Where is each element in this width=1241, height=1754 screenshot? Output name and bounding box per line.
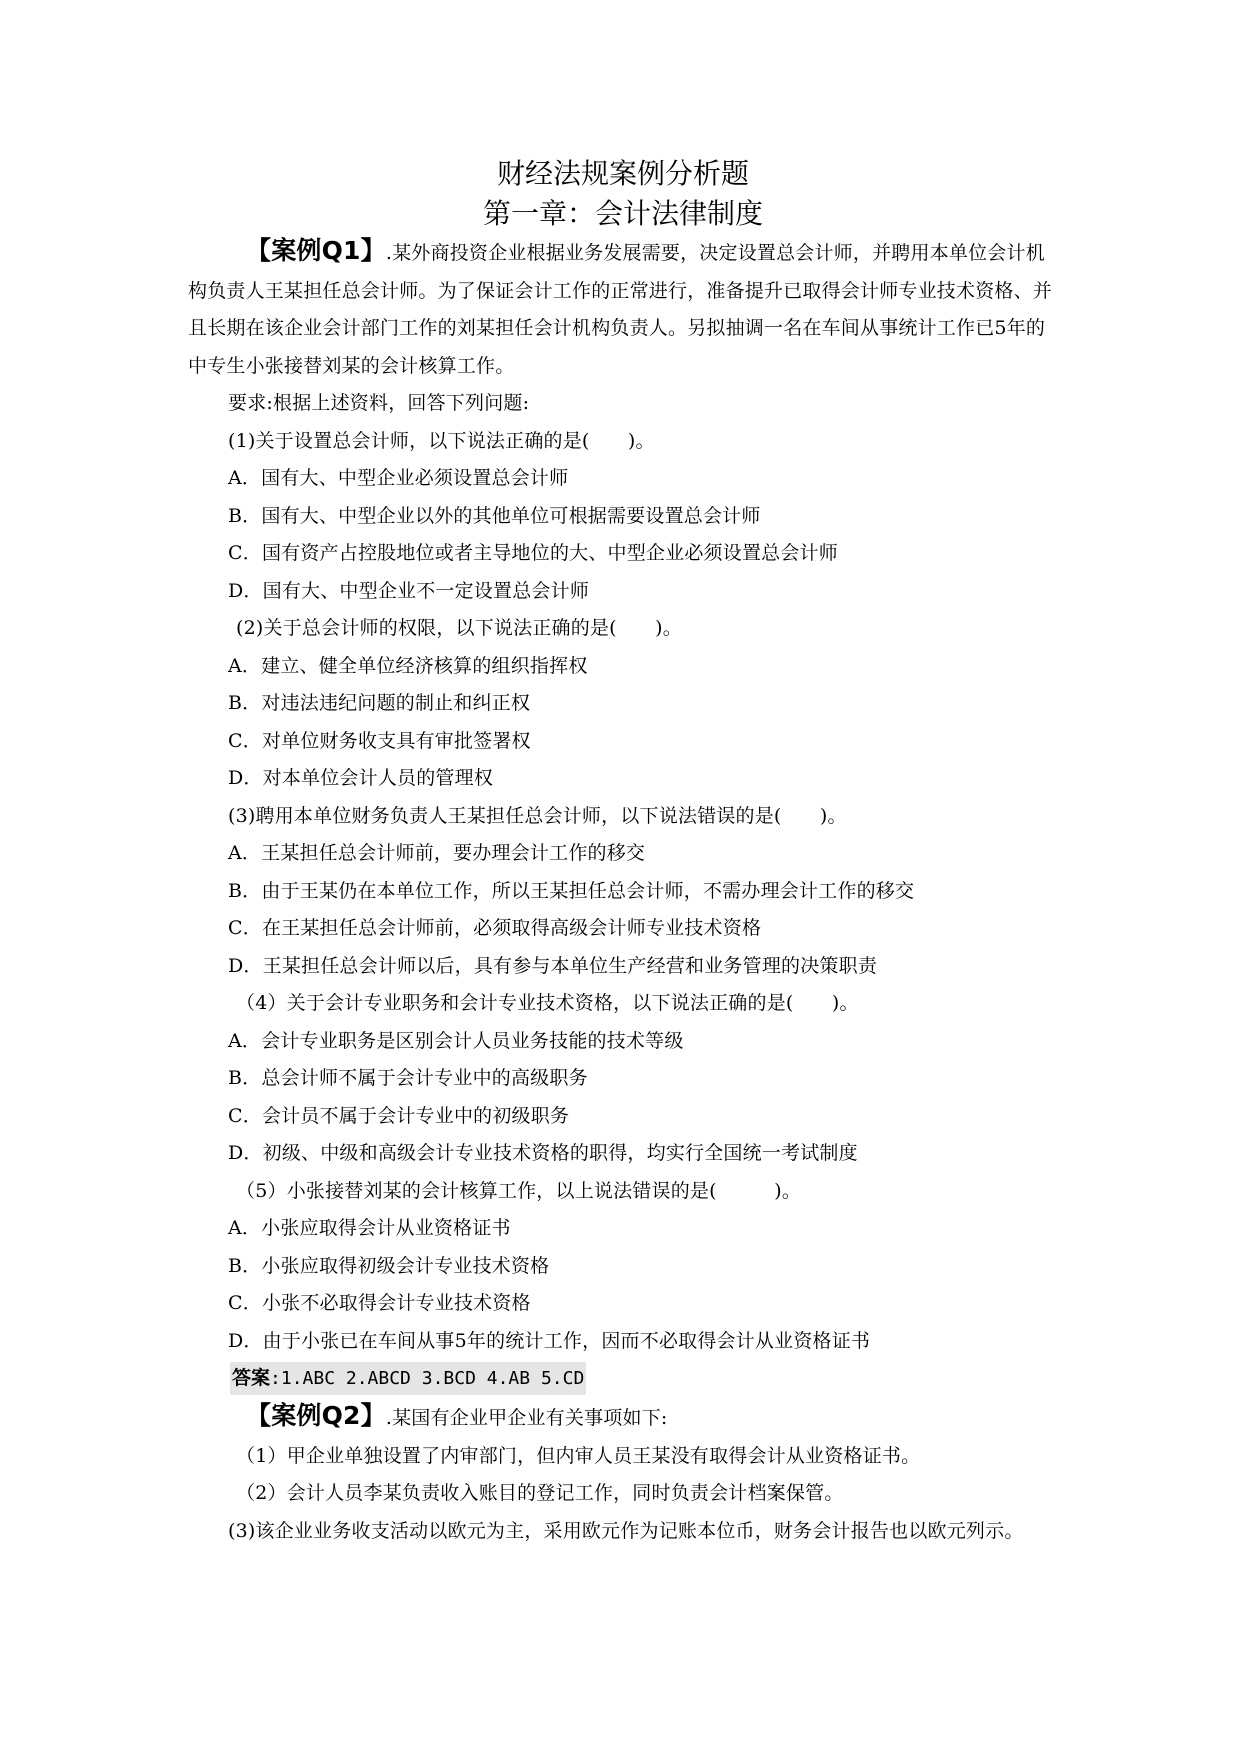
question-1-stem: (1)关于设置总会计师，以下说法正确的是( )。 — [228, 429, 655, 452]
case1-intro-paragraph — [188, 232, 1058, 385]
question-1-option-c: C．国有资产占控股地位或者主导地位的大、中型企业必须设置总会计师 — [228, 542, 838, 564]
question-4-option-c: C．会计员不属于会计专业中的初级职务 — [228, 1104, 570, 1127]
question-2-option-a: A．建立、健全单位经济核算的组织指挥权 — [228, 654, 588, 677]
document-page — [188, 150, 1058, 1550]
document-title: 财经法规案例分析题 — [496, 157, 749, 190]
case2-item-1: （1）甲企业单独设置了内审部门，但内审人员王某没有取得会计从业资格证书。 — [236, 1444, 921, 1467]
question-5-stem: （5）小张接替刘某的会计核算工作，以上说法错误的是( )。 — [236, 1179, 802, 1202]
question-5-option-c: C．小张不必取得会计专业技术资格 — [228, 1292, 531, 1314]
case1-heading: 【案例Q1】 — [246, 236, 386, 265]
case2-item-3: (3)该企业业务收支活动以欧元为主，采用欧元作为记账本位币，财务会计报告也以欧元列示。 — [228, 1519, 1024, 1542]
question-5-option-d: D．由于小张已在车间从事5年的统计工作，因而不必取得会计从业资格证书 — [228, 1329, 871, 1352]
question-5-option-b: B．小张应取得初级会计专业技术资格 — [228, 1254, 550, 1277]
answer-box — [230, 1362, 586, 1395]
question-5-option-a: A．小张应取得会计从业资格证书 — [228, 1217, 511, 1239]
chapter-title: 第一章：会计法律制度 — [482, 197, 763, 230]
question-3-option-d: D．王某担任总会计师以后，具有参与本单位生产经营和业务管理的决策职责 — [228, 954, 878, 977]
case1-requirement: 要求:根据上述资料，回答下列问题: — [228, 392, 530, 414]
case1-intro: .某外商投资企业根据业务发展需要，决定设置总会计师，并聘用本单位会计机构负责人王某担任总会计师。为了保证会计工作的正常进行，准备提升已取得会计师专业技术资格、并且长期在该企业会计部门工作的刘某担任会计机构负责人。另拟抽调一名在车间从事统计工作已5年的中专生小张接替刘某的会计核算工作。 — [188, 242, 1053, 377]
question-4-stem: （4）关于会计专业职务和会计专业技术资格，以下说法正确的是( )。 — [236, 992, 859, 1014]
question-3-option-b: B．由于王某仍在本单位工作，所以王某担任总会计师，不需办理会计工作的移交 — [228, 879, 915, 902]
case2-item-2: （2）会计人员李某负责收入账目的登记工作，同时负责会计档案保管。 — [236, 1482, 844, 1504]
question-1-option-a: A．国有大、中型企业必须设置总会计师 — [228, 467, 569, 489]
case2-intro: .某国有企业甲企业有关事项如下: — [385, 1407, 668, 1429]
question-4-option-a: A．会计专业职务是区别会计人员业务技能的技术等级 — [228, 1029, 684, 1052]
question-3-option-a: A．王某担任总会计师前，要办理会计工作的移交 — [228, 842, 646, 864]
question-4-option-b: B．总会计师不属于会计专业中的高级职务 — [228, 1067, 588, 1089]
question-2-option-d: D．对本单位会计人员的管理权 — [228, 767, 494, 789]
question-2-stem: (2)关于总会计师的权限，以下说法正确的是( )。 — [236, 617, 682, 639]
question-2-option-c: C．对单位财务收支具有审批签署权 — [228, 729, 531, 752]
answer-line — [188, 1362, 1058, 1395]
question-1-option-b: B．国有大、中型企业以外的其他单位可根据需要设置总会计师 — [228, 504, 761, 527]
case2-intro-paragraph — [188, 1397, 1058, 1438]
question-3-stem: (3)聘用本单位财务负责人王某担任总会计师，以下说法错误的是( )。 — [228, 804, 847, 827]
question-4-option-d: D．初级、中级和高级会计专业技术资格的职得，均实行全国统一考试制度 — [228, 1142, 858, 1164]
question-1-option-d: D．国有大、中型企业不一定设置总会计师 — [228, 579, 590, 602]
question-3-option-c: C．在王某担任总会计师前，必须取得高级会计师专业技术资格 — [228, 917, 762, 939]
case2-heading: 【案例Q2】 — [246, 1401, 386, 1430]
answer-label: 答案 — [232, 1367, 271, 1389]
question-2-option-b: B．对违法违纪问题的制止和纠正权 — [228, 692, 531, 714]
answer-value: :1.ABC 2.ABCD 3.BCD 4.AB 5.CD — [270, 1368, 585, 1389]
